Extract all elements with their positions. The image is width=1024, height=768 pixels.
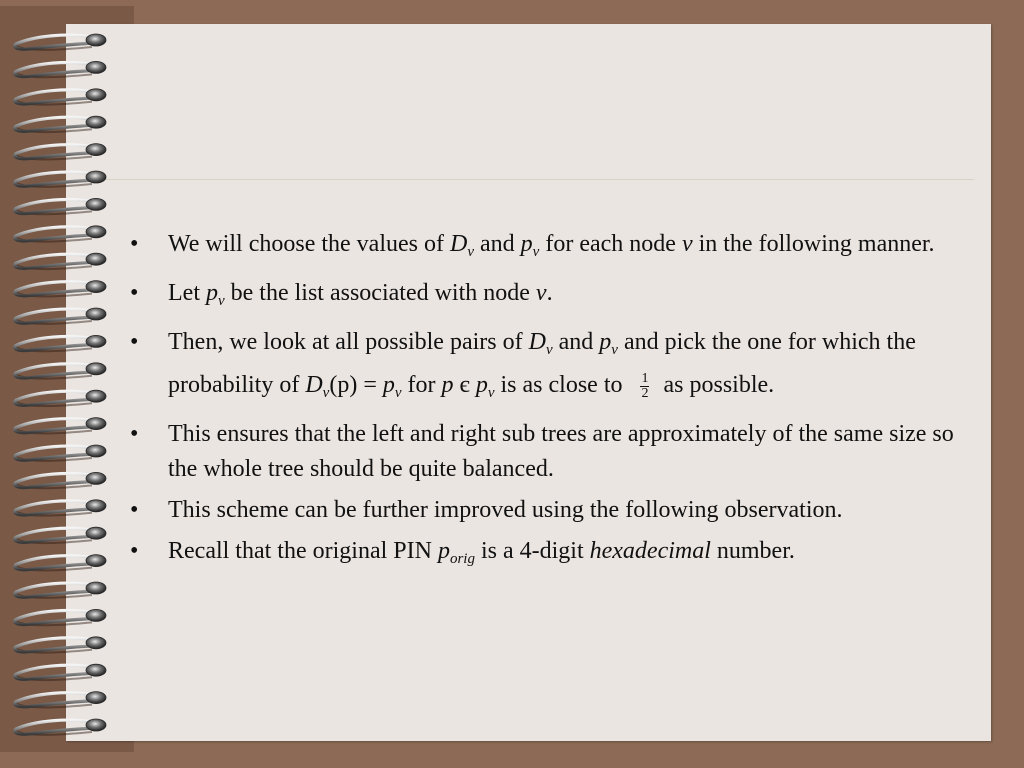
bullet-item-6 (130, 534, 960, 577)
binding-ring (15, 335, 106, 351)
math-var: p (520, 231, 533, 257)
text: for each node (539, 231, 682, 257)
bullet-marker: • (130, 280, 139, 306)
binding-ring (15, 637, 106, 653)
bullet-item-1 (130, 227, 960, 270)
fraction-one-half (640, 372, 649, 401)
title-divider (106, 179, 974, 180)
binding-ring (15, 89, 106, 105)
binding-ring (15, 609, 106, 625)
binding-ring (15, 692, 106, 708)
math-var: v (535, 280, 547, 306)
bullet-item-2 (130, 276, 960, 319)
subscript: v (487, 385, 495, 401)
math-var: D (528, 329, 546, 355)
binding-ring (15, 61, 106, 77)
binding-ring (15, 144, 106, 160)
binding-ring (15, 281, 106, 297)
text: We will choose the values of (168, 231, 450, 257)
binding-ring (15, 527, 106, 543)
text: This scheme can be further improved using the following observation. (168, 497, 843, 523)
bullet-marker: • (130, 231, 139, 257)
binding-ring (15, 500, 106, 516)
text: as possible. (663, 372, 775, 398)
binding-ring (15, 116, 106, 132)
math-var: p (475, 372, 488, 398)
binding-ring (15, 198, 106, 214)
subscript: v (467, 244, 475, 260)
subscript: v (545, 342, 553, 358)
subscript: orig (449, 551, 475, 567)
bullet-marker: • (130, 538, 139, 564)
math-var: v (681, 231, 693, 257)
text: є (453, 372, 476, 398)
text: Recall that the original PIN (168, 538, 438, 564)
text: and (552, 329, 600, 355)
math-var: D (305, 372, 323, 398)
emphasis: hexadecimal (589, 538, 711, 564)
binding-ring (15, 226, 106, 242)
text: (p) = (329, 372, 383, 398)
subscript: v (322, 385, 330, 401)
text: . (546, 280, 553, 306)
math-var: p (205, 280, 218, 306)
text: Then, we look at all possible pairs of (168, 329, 529, 355)
text: is as close to (494, 372, 623, 398)
text: This ensures that the left and right sub trees are approximately of the same size so the whole tree should be quite balanced. (168, 421, 954, 482)
math-var: D (450, 231, 468, 257)
binding-ring (15, 445, 106, 461)
binding-ring (15, 308, 106, 324)
binding-ring (15, 171, 106, 187)
fraction-denominator: 2 (641, 385, 649, 401)
bullet-marker: • (130, 421, 139, 447)
text: is a 4-digit (474, 538, 590, 564)
binding-ring (15, 418, 106, 434)
math-var: p (437, 538, 450, 564)
fraction-numerator: 1 (641, 370, 649, 386)
notebook-page (66, 24, 991, 741)
spiral-binding (0, 0, 134, 768)
text: and (474, 231, 521, 257)
binding-ring (15, 472, 106, 488)
subscript: v (217, 293, 225, 309)
binding-rings (15, 34, 106, 735)
math-var: p (382, 372, 395, 398)
text: number. (710, 538, 795, 564)
binding-ring (15, 390, 106, 406)
text: Let (168, 280, 206, 306)
math-var: p (441, 372, 454, 398)
binding-ring (15, 582, 106, 598)
subscript: v (394, 385, 402, 401)
bullet-item-4 (130, 417, 960, 487)
bullet-item-5 (130, 493, 960, 528)
bullet-item-3 (130, 325, 960, 411)
subscript: v (532, 244, 540, 260)
binding-ring (15, 719, 106, 735)
binding-ring (15, 555, 106, 571)
text: in the following manner. (692, 231, 935, 257)
text: for (401, 372, 442, 398)
binding-ring (15, 34, 106, 50)
bullet-marker: • (130, 329, 139, 355)
math-var: p (599, 329, 612, 355)
binding-ring (15, 363, 106, 379)
text: and pick the one for which the probability of (168, 329, 916, 398)
text: be the list associated with node (224, 280, 536, 306)
binding-ring (15, 253, 106, 269)
binding-ring (15, 664, 106, 680)
subscript: v (611, 342, 618, 358)
bullet-marker: • (130, 497, 139, 523)
bullet-list (130, 227, 960, 583)
